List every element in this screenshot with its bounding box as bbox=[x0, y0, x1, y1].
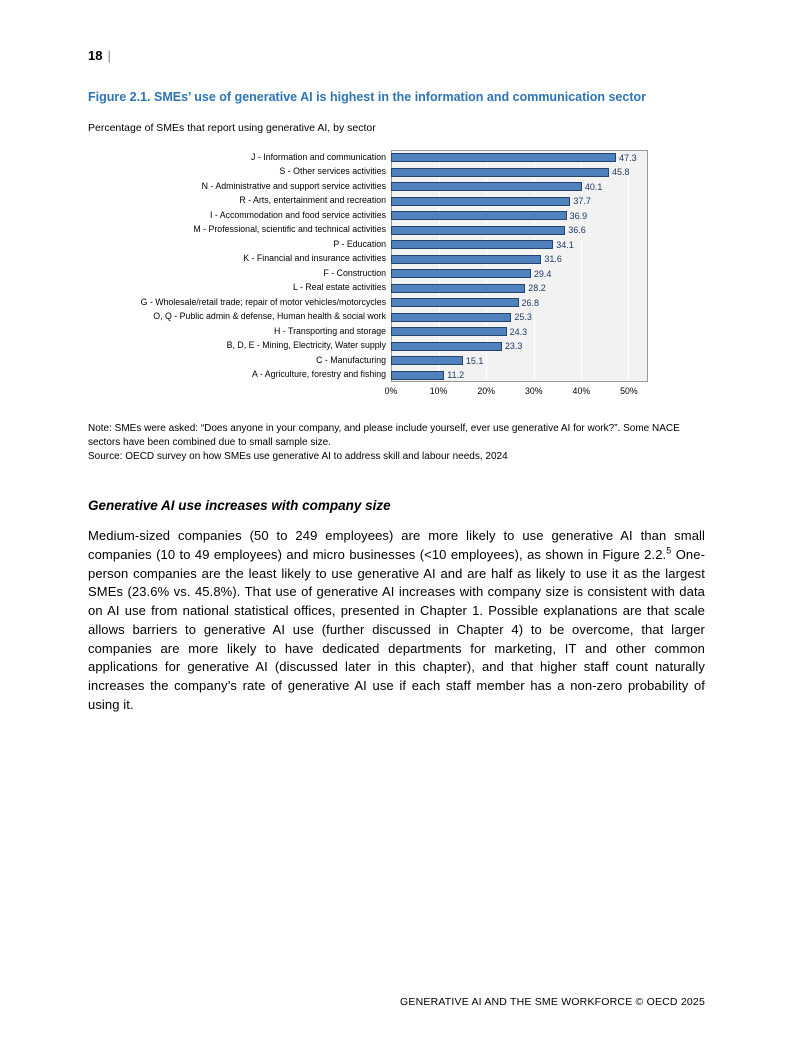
bar-track bbox=[391, 353, 648, 368]
category-label: L - Real estate activities bbox=[292, 282, 386, 293]
chart-rows bbox=[90, 150, 650, 382]
chart-row bbox=[90, 266, 650, 281]
bar-value-label: 47.3 bbox=[619, 152, 637, 163]
bar-value-label: 37.7 bbox=[573, 196, 591, 206]
page-number-separator: | bbox=[107, 48, 111, 63]
bar bbox=[391, 342, 502, 351]
bar-track bbox=[391, 281, 648, 296]
chart-row bbox=[90, 194, 650, 209]
bar bbox=[391, 327, 507, 336]
category-label: R - Arts, entertainment and recreation bbox=[239, 195, 386, 206]
x-tick-label: 30% bbox=[524, 386, 543, 397]
bar bbox=[391, 240, 553, 249]
chart-row bbox=[90, 237, 650, 252]
chart-row bbox=[90, 208, 650, 223]
bar-track bbox=[391, 237, 648, 252]
bar-value-label: 29.4 bbox=[533, 268, 552, 279]
page-footer: GENERATIVE AI AND THE SME WORKFORCE © OECD 2025 bbox=[400, 996, 705, 1008]
chart-row bbox=[90, 324, 650, 339]
section-heading: Generative AI use increases with company size bbox=[88, 498, 391, 514]
category-label: P - Education bbox=[333, 238, 386, 249]
bar-value-label: 36.6 bbox=[568, 225, 586, 235]
chart-row bbox=[90, 295, 650, 310]
bar-value-label: 45.8 bbox=[611, 167, 630, 177]
category-label: H - Transporting and storage bbox=[274, 325, 386, 336]
category-label: I - Accommodation and food service activities bbox=[209, 209, 386, 220]
x-tick-label: 50% bbox=[620, 386, 638, 397]
bar-track bbox=[391, 310, 648, 325]
category-label: B, D, E - Mining, Electricity, Water supply bbox=[226, 340, 386, 351]
bar bbox=[391, 298, 519, 307]
bar bbox=[391, 226, 565, 235]
bar-value-label: 34.1 bbox=[556, 239, 574, 250]
bar-value-label: 11.2 bbox=[447, 370, 465, 380]
chart-x-axis bbox=[384, 382, 648, 398]
bar-value-label: 31.6 bbox=[544, 254, 562, 264]
bar bbox=[391, 284, 525, 293]
bar-track bbox=[391, 324, 648, 339]
bar-track bbox=[391, 194, 648, 209]
bar-track bbox=[391, 150, 648, 165]
bar-track bbox=[391, 368, 648, 383]
bar-track bbox=[391, 295, 648, 310]
chart-row bbox=[90, 368, 650, 383]
paragraph-text-2: One-person companies are the least likely to use generative AI and are half as likely to use it as the largest SMEs (23.6% vs. 45.8%). That use of generative AI increases with company size is consistent with data on AI use from national statistical offices, presented in Chapter 1. Possible explanations are that scale allows barriers to generative AI use (further discussed in Chapter 4) to be overcome, that larger companies are more likely to have dedicated departments for marketing, IT and other common applications for generative AI (discussed later in this chapter), and that higher staff count naturally increases the company’s rate of generative AI use if each staff member has a non-zero probability of using it. bbox=[88, 546, 705, 712]
bar-track bbox=[391, 339, 648, 354]
paragraph-text-1: Medium-sized companies (50 to 249 employees) are more likely to use generative AI than small companies (10 to 49 employees) and micro businesses (<10 employees), as shown in Figure 2.2. bbox=[88, 528, 705, 562]
bar bbox=[391, 211, 567, 220]
bar bbox=[391, 197, 570, 206]
bar-track bbox=[391, 179, 648, 194]
bar-value-label: 15.1 bbox=[465, 355, 484, 366]
bar-track bbox=[391, 165, 648, 180]
bar-track bbox=[391, 266, 648, 281]
chart-row bbox=[90, 150, 650, 165]
chart-row bbox=[90, 353, 650, 368]
bar bbox=[391, 269, 531, 278]
category-label: F - Construction bbox=[323, 267, 386, 278]
category-label: M - Professional, scientific and technical activities bbox=[193, 224, 386, 235]
x-tick-label: 0% bbox=[384, 386, 398, 397]
x-tick-label: 40% bbox=[572, 386, 591, 397]
chart-row bbox=[90, 252, 650, 267]
chart-row bbox=[90, 179, 650, 194]
figure-source: Source: OECD survey on how SMEs use generative AI to address skill and labour needs, 2024 bbox=[88, 451, 508, 463]
chart-row bbox=[90, 310, 650, 325]
bar-track bbox=[391, 223, 648, 238]
bar-value-label: 26.8 bbox=[521, 297, 540, 308]
page-number: 18 bbox=[88, 48, 103, 63]
bar bbox=[391, 255, 541, 264]
x-tick-label: 20% bbox=[477, 386, 495, 397]
figure-subtitle: Percentage of SMEs that report using generative AI, by sector bbox=[88, 122, 376, 135]
x-tick-label: 10% bbox=[429, 386, 448, 397]
bar-value-label: 40.1 bbox=[584, 181, 603, 192]
bar-value-label: 25.3 bbox=[514, 312, 532, 322]
bar bbox=[391, 182, 582, 191]
bar-chart bbox=[90, 150, 650, 398]
bar-track bbox=[391, 252, 648, 267]
chart-row bbox=[90, 165, 650, 180]
bar bbox=[391, 371, 444, 380]
chart-row bbox=[90, 339, 650, 354]
bar bbox=[391, 356, 463, 365]
chart-row bbox=[90, 281, 650, 296]
category-label: C - Manufacturing bbox=[316, 354, 386, 365]
category-label: S - Other services activities bbox=[279, 166, 386, 177]
bar bbox=[391, 153, 616, 162]
bar-value-label: 24.3 bbox=[509, 326, 528, 337]
footnote-reference: 5 bbox=[666, 545, 672, 556]
page-header bbox=[88, 48, 705, 63]
chart-row bbox=[90, 223, 650, 238]
category-label: O, Q - Public admin & defense, Human health & social work bbox=[153, 311, 386, 322]
figure-title: Figure 2.1. SMEs’ use of generative AI is highest in the information and communication sector bbox=[88, 90, 646, 104]
figure-note: Note: SMEs were asked: “Does anyone in your company, and please include yourself, ever use generative AI for work?”. Some NACE sectors have been combined due to small sample size. bbox=[88, 423, 680, 449]
category-label: K - Financial and insurance activities bbox=[243, 253, 386, 264]
category-label: G - Wholesale/retail trade; repair of motor vehicles/motorcycles bbox=[140, 296, 386, 307]
bar bbox=[391, 168, 609, 177]
bar-value-label: 36.9 bbox=[569, 210, 588, 221]
category-label: J - Information and communication bbox=[251, 151, 386, 162]
category-label: A - Agriculture, forestry and fishing bbox=[252, 369, 386, 380]
bar bbox=[391, 313, 511, 322]
bar-value-label: 28.2 bbox=[528, 283, 546, 293]
bar-value-label: 23.3 bbox=[504, 341, 523, 351]
bar-track bbox=[391, 208, 648, 223]
figure-notes bbox=[88, 422, 705, 464]
category-label: N - Administrative and support service activities bbox=[201, 180, 386, 191]
body-paragraph bbox=[88, 527, 705, 714]
